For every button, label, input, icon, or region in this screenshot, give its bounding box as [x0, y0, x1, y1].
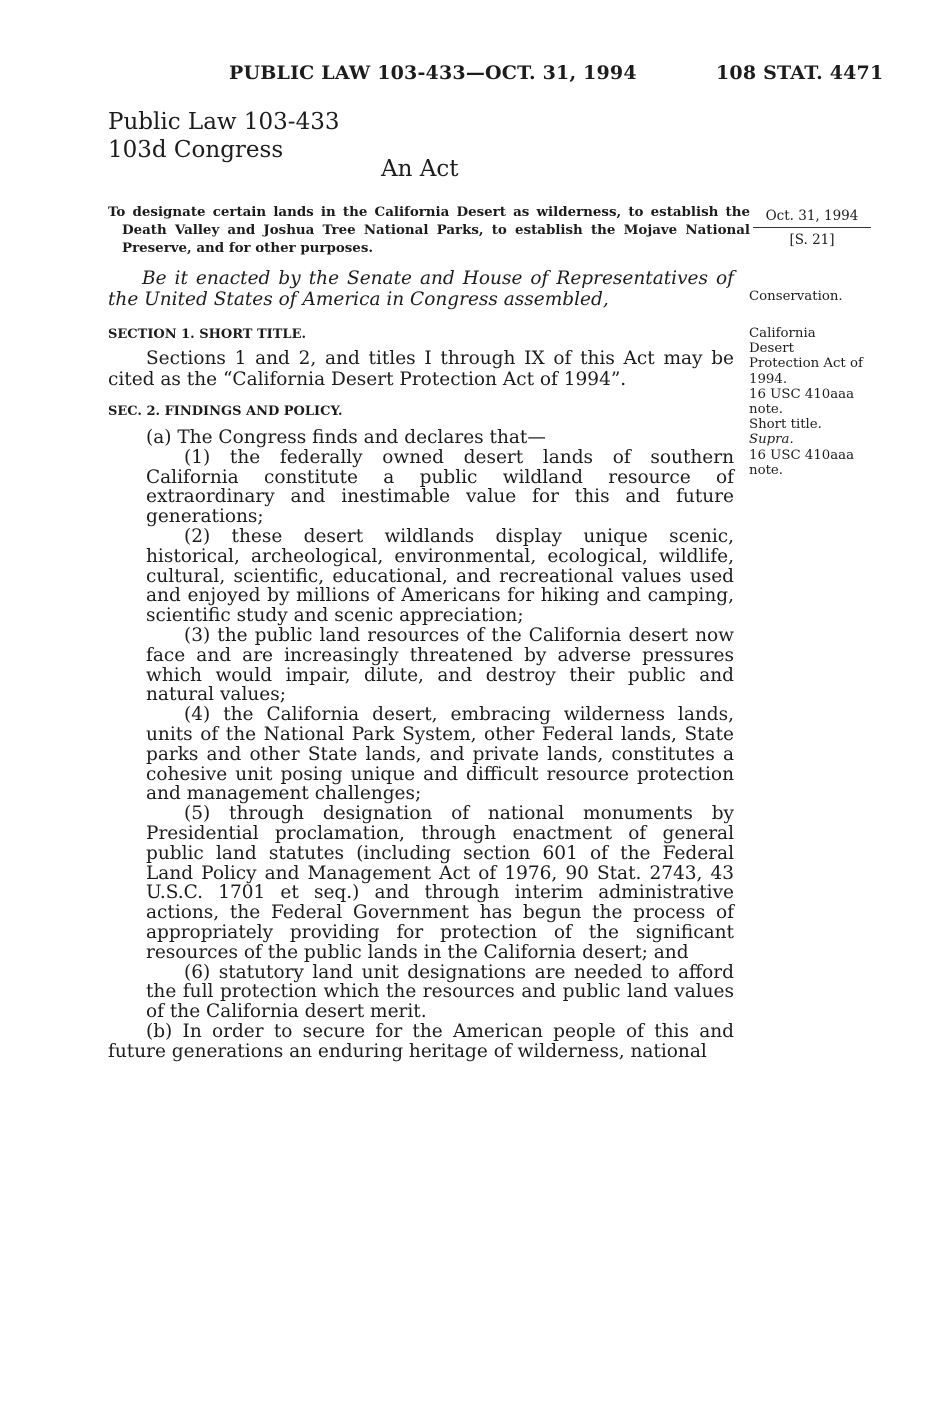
margin-notes-short-title: [749, 326, 879, 478]
margin-note-line: 1994.: [749, 371, 788, 387]
finding-item: (6) statutory land unit designations are needed to afford the full protection which the resources and public land values of the California desert merit.: [146, 961, 734, 1023]
date-box: [753, 208, 871, 248]
subsection-b-intro: (b) In order to secure for the American people of this and future generations an enduring heritage of wilderness, national: [108, 1020, 734, 1062]
margin-note-supra: Supra.: [749, 432, 794, 448]
finding-item: (2) these desert wildlands display unique scenic, historical, archeological, environmental, ecological, wildlife, cultural, scientific, educational, and recreational values used and enjoyed by millions of Americans for hiking and camping, scientific study and scenic appreciation;: [146, 525, 734, 627]
margin-note-line: Short title.: [749, 417, 822, 433]
finding-item: (1) the federally owned desert lands of southern California constitute a public wildland resource of extraordinary and inestimable value for this and future generations;: [146, 446, 734, 528]
act-heading: An Act: [381, 156, 459, 182]
finding-item: (5) through designation of national monuments by Presidential proclamation, through enactment of general public land statutes (including section 601 of the Federal Land Policy and Management Act of 1976, 90 Stat. 2743, 43 U.S.C. 1701 et seq.) and through interim administrative actions, the Federal Government has begun the process of appropriately providing for protection of the significant resources of the public lands in the California desert; and: [146, 803, 734, 963]
congress-number: 103d Congress: [108, 137, 284, 163]
law-number: Public Law 103-433: [108, 109, 340, 135]
margin-note-conservation: Conservation.: [749, 289, 843, 304]
margin-note-line: California: [749, 326, 816, 341]
margin-note-line: note.: [749, 462, 784, 478]
margin-note-line: 16 USC 410aaa: [749, 386, 855, 402]
bill-number: [S. 21]: [789, 232, 835, 248]
finding-item: (4) the California desert, embracing wilderness lands, units of the National Park System, other Federal lands, State parks and other State lands, and private lands, constitutes a cohesive unit posing unique and difficult resource protection and management challenges;: [146, 704, 734, 805]
running-header-citation: PUBLIC LAW 103-433—OCT. 31, 1994: [229, 62, 637, 84]
section-2-heading: SEC. 2. FINDINGS AND POLICY.: [108, 404, 343, 419]
margin-note-line: Protection Act of: [749, 356, 863, 372]
margin-note-line: note.: [749, 402, 784, 418]
margin-note-line: Desert: [749, 341, 794, 357]
section-1-heading: SECTION 1. SHORT TITLE.: [108, 327, 307, 342]
section-1-body: [108, 349, 734, 390]
enacting-clause: Be it enacted by the Senate and House of Representatives of the United States of America in Congress assembled,: [108, 268, 734, 310]
section-1-text: Sections 1 and 2, and titles I through IX of this Act may be cited as the “California Desert Protection Act of 1994”.: [108, 348, 734, 390]
enactment-date: Oct. 31, 1994: [753, 208, 871, 228]
margin-note-line: 16 USC 410aaa: [749, 447, 855, 463]
section-2-body: [108, 428, 734, 1062]
law-title-block: [108, 108, 339, 164]
finding-item: (3) the public land resources of the California desert now face and are increasingly threatened by adverse pressures which would impair, dilute, and destroy their public and natural values;: [146, 624, 734, 706]
subsection-a-intro: (a) The Congress finds and declares that—: [146, 427, 546, 448]
page-number-stat: 108 STAT. 4471: [716, 62, 884, 84]
findings-list: [108, 448, 734, 1022]
purpose-clause: To designate certain lands in the California Desert as wilderness, to establish the Death Valley and Joshua Tree National Parks, to establish the Mojave National Preserve, and for other purposes.: [108, 204, 750, 256]
